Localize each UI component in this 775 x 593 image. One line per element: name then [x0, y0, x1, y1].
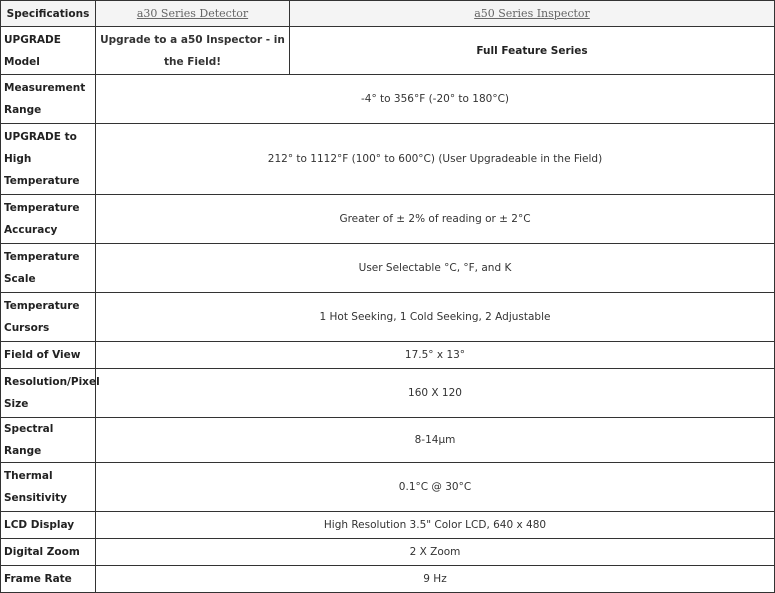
table-row	[1, 418, 775, 463]
row-value: Greater of ± 2% of reading or ± 2°C	[96, 195, 775, 244]
row-label: Resolution/Pixel Size	[1, 369, 96, 418]
a30-series-link[interactable]: a30 Series Detector	[136, 6, 249, 20]
row-label: Frame Rate	[1, 566, 96, 593]
table-row	[1, 566, 775, 593]
row-value: High Resolution 3.5" Color LCD, 640 x 480	[96, 512, 775, 539]
a50-series-link[interactable]: a50 Series Inspector	[474, 6, 590, 20]
row-label: Temperature Accuracy	[1, 195, 96, 244]
table-row	[1, 293, 775, 342]
row-label: UPGRADE to High Temperature	[1, 124, 96, 195]
row-label: Digital Zoom	[1, 539, 96, 566]
upgrade-a50-cell: Full Feature Series	[290, 27, 775, 75]
header-a50-cell	[290, 1, 775, 27]
header-specifications: Specifications	[1, 1, 96, 27]
header-row	[1, 1, 775, 27]
row-value: 9 Hz	[96, 566, 775, 593]
row-value: 212° to 1112°F (100° to 600°C) (User Upgradeable in the Field)	[96, 124, 775, 195]
row-value: 2 X Zoom	[96, 539, 775, 566]
table-row	[1, 124, 775, 195]
table-row	[1, 369, 775, 418]
row-label: Thermal Sensitivity	[1, 463, 96, 512]
table-row	[1, 195, 775, 244]
row-value: 8-14μm	[96, 418, 775, 463]
row-label: Temperature Cursors	[1, 293, 96, 342]
row-value: 1 Hot Seeking, 1 Cold Seeking, 2 Adjustable	[96, 293, 775, 342]
row-label: Temperature Scale	[1, 244, 96, 293]
table-row	[1, 463, 775, 512]
table-row	[1, 342, 775, 369]
table-row	[1, 539, 775, 566]
upgrade-a30-cell: Upgrade to a a50 Inspector - in the Field!	[96, 27, 290, 75]
row-label: LCD Display	[1, 512, 96, 539]
row-value: User Selectable °C, °F, and K	[96, 244, 775, 293]
header-a30-cell	[96, 1, 290, 27]
table-row	[1, 244, 775, 293]
row-label: Field of View	[1, 342, 96, 369]
upgrade-model-row	[1, 27, 775, 75]
row-label: Measurement Range	[1, 75, 96, 124]
row-value: -4° to 356°F (-20° to 180°C)	[96, 75, 775, 124]
row-value: 0.1°C @ 30°C	[96, 463, 775, 512]
row-value: 160 X 120	[96, 369, 775, 418]
row-value: 17.5° x 13°	[96, 342, 775, 369]
row-label: Spectral Range	[1, 418, 96, 463]
table-row	[1, 75, 775, 124]
row-label: UPGRADE Model	[1, 27, 96, 75]
table-row	[1, 512, 775, 539]
